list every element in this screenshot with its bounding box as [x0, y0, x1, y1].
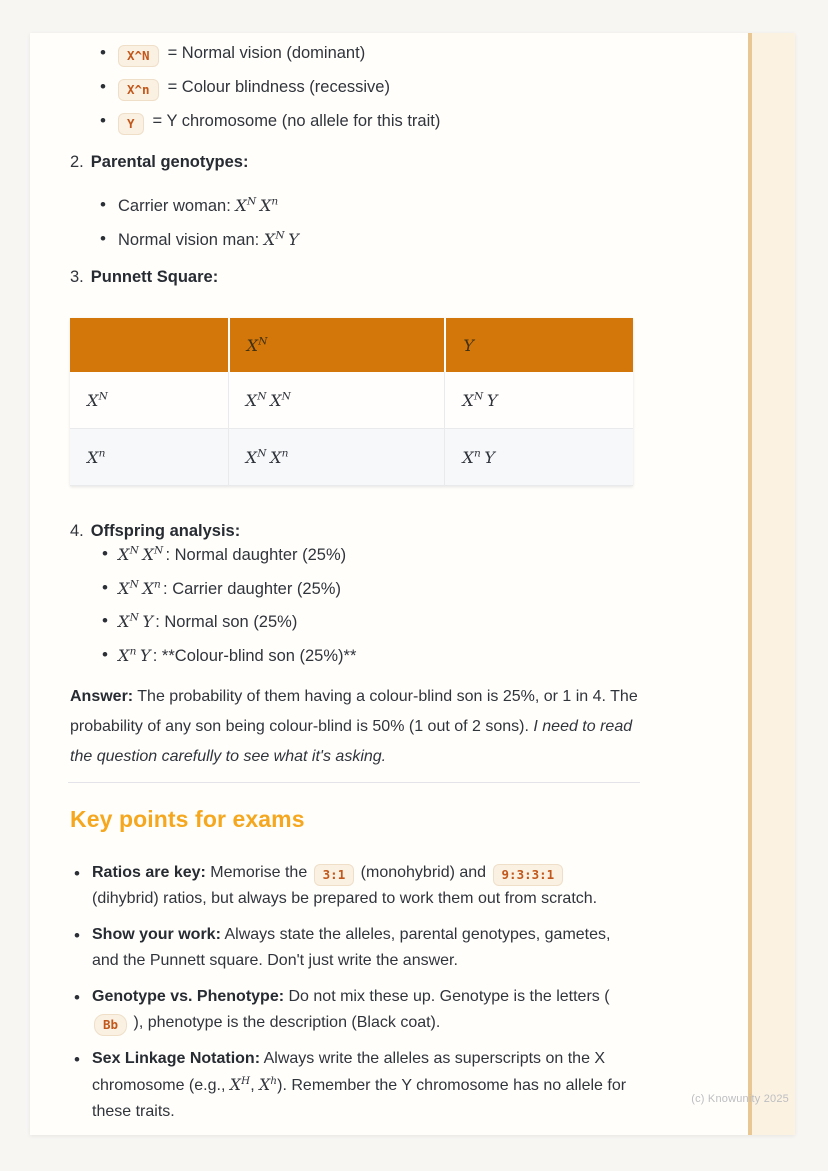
list-item-text: = Y chromosome (no allele for this trait)	[152, 112, 441, 130]
keypoint-text: ). Remember the Y chromosome has no allele for these traits.	[92, 1077, 627, 1120]
genotype-math: $X^N$ $X^N$	[118, 544, 164, 564]
keypoints-heading: Key points for exams	[70, 806, 305, 832]
list-item	[70, 1046, 632, 1125]
list-item	[70, 984, 632, 1036]
header-cell: Y	[444, 318, 633, 372]
code-token: Bb	[94, 1014, 127, 1036]
list-item-text: = Normal vision (dominant)	[167, 44, 366, 62]
list-item-text: : Normal son (25%)	[155, 613, 298, 631]
section-heading-parental	[70, 153, 640, 172]
punnett-table	[70, 318, 633, 486]
keypoint-text: ,	[250, 1077, 260, 1094]
row-head-cell: $X^N$	[70, 372, 228, 429]
table-cell: $X^n$ Y	[444, 429, 633, 486]
section-number: 4.	[70, 522, 84, 540]
genotype-math: $X^h$	[259, 1075, 278, 1094]
answer-italic-note: I need to read the question carefully to see what it's asking.	[70, 718, 633, 765]
section-divider	[68, 782, 640, 783]
list-item-text: Normal vision man:	[118, 231, 264, 249]
section-number: 2.	[70, 153, 84, 171]
keypoint-lead: Sex Linkage Notation:	[92, 1050, 261, 1067]
keypoint-lead: Genotype vs. Phenotype:	[92, 988, 285, 1005]
keypoint-text: Memorise the	[205, 864, 312, 881]
list-item	[96, 579, 666, 603]
list-item	[96, 44, 666, 68]
list-item-text: : Carrier daughter (25%)	[163, 579, 341, 598]
keypoints-list	[70, 860, 632, 1135]
section-title: Offspring analysis:	[90, 522, 241, 540]
row-head-cell: $X^n$	[70, 429, 228, 486]
list-item	[96, 196, 666, 220]
list-item-text: : **Colour-blind son (25%)**	[152, 646, 357, 665]
code-token: 3:1	[314, 864, 355, 886]
list-item	[70, 860, 632, 912]
code-token: X^n	[118, 79, 159, 101]
keypoint-text: ), phenotype is the description (Black coat).	[129, 1014, 441, 1031]
section-heading-offspring	[70, 522, 640, 541]
list-item-text: Carrier woman:	[118, 197, 236, 215]
keypoint-text: (dihybrid) ratios, but always be prepared to work them out from scratch.	[92, 890, 598, 907]
keypoint-lead: Show your work:	[92, 926, 221, 943]
document-page	[30, 33, 795, 1135]
table-row	[70, 372, 633, 429]
parental-list	[96, 196, 666, 264]
keypoint-text: Do not mix these up. Genotype is the letters (	[284, 988, 610, 1005]
keypoint-text: Always write the alleles as superscripts on the X chromosome (e.g.,	[92, 1050, 606, 1094]
table-row	[70, 429, 633, 486]
list-item	[96, 78, 666, 102]
list-item	[96, 230, 666, 254]
section-title: Punnett Square:	[90, 268, 219, 286]
table-cell: $X^N$ $X^N$	[228, 372, 445, 429]
genotype-math: $X^N$ $X^n$	[118, 578, 162, 598]
watermark: (c) Knowunity 2025	[691, 1093, 789, 1105]
keypoint-text: Always state the alleles, parental genotypes, gametes, and the Punnett square. Don't just write the answer.	[92, 926, 611, 969]
genotype-math: $X^H$	[229, 1075, 251, 1094]
list-item	[96, 545, 666, 569]
answer-paragraph	[70, 682, 644, 772]
header-cell: $X^N$	[228, 318, 445, 372]
genotype-math: $X^N$ Y	[263, 229, 299, 249]
list-item-text: : Normal daughter (25%)	[165, 546, 347, 564]
keypoint-text: (monohybrid) and	[356, 864, 491, 881]
list-item-text: = Colour blindness (recessive)	[167, 78, 390, 96]
code-token: Y	[118, 113, 144, 135]
page-accent-bar	[748, 33, 795, 1135]
list-item	[70, 922, 632, 974]
table-cell: $X^N$ Y	[444, 372, 633, 429]
answer-label: Answer:	[70, 688, 134, 705]
allele-key-list	[96, 44, 666, 146]
section-heading-punnett	[70, 268, 640, 287]
answer-text: The probability of them having a colour-blind son is 25%, or 1 in 4. The probability of any son being colour-blind is 50% (1 out of 2 sons).	[70, 688, 638, 735]
genotype-math: $X^n$ Y	[118, 645, 151, 665]
code-token: X^N	[118, 45, 159, 67]
table-cell: $X^N$ $X^n$	[228, 429, 445, 486]
offspring-list	[96, 545, 666, 679]
list-item	[96, 112, 666, 136]
genotype-math: $X^N$ $X^n$	[235, 195, 279, 215]
keypoint-lead: Ratios are key:	[92, 864, 206, 881]
genotype-math: $X^N$ Y	[118, 611, 154, 631]
section-title: Parental genotypes:	[90, 153, 249, 171]
list-item	[96, 646, 666, 670]
punnett-table-header	[70, 318, 633, 372]
header-cell	[70, 318, 228, 372]
section-number: 3.	[70, 268, 84, 286]
list-item	[96, 612, 666, 636]
code-token: 9:3:3:1	[493, 864, 564, 886]
